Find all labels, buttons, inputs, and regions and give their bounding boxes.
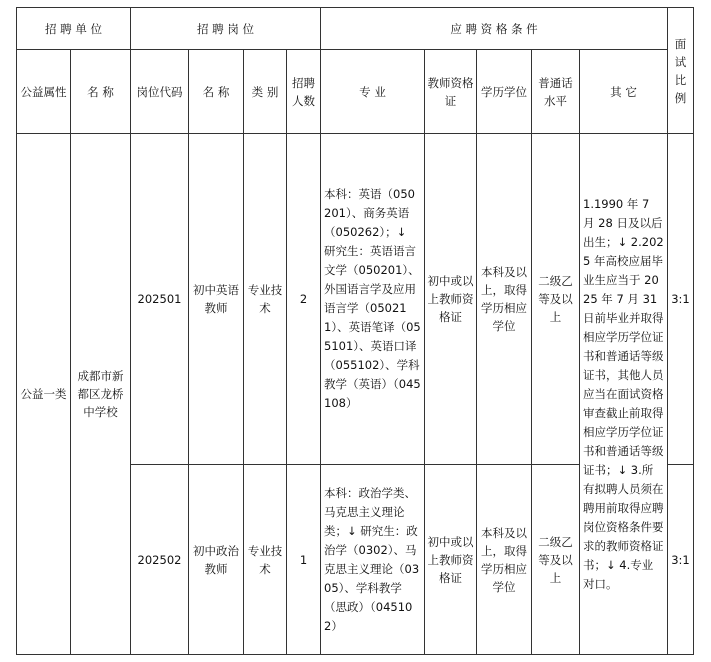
position-education: 本科及以上，取得学历相应学位	[477, 465, 532, 655]
header-mandarin: 普通话水平	[532, 50, 580, 134]
header-row-1	[17, 8, 694, 50]
position-ratio: 3:1	[668, 134, 694, 465]
position-category: 专业技术	[244, 134, 287, 465]
position-teacher-cert: 初中或以上教师资格证	[425, 134, 477, 465]
position-mandarin: 二级乙等及以上	[532, 465, 580, 655]
recruitment-table	[16, 7, 694, 655]
position-ratio: 3:1	[668, 465, 694, 655]
position-code: 202501	[131, 134, 189, 465]
unit-name: 成都市新都区龙桥中学校	[71, 134, 131, 655]
header-other: 其 它	[580, 50, 668, 134]
header-interview-ratio: 面试比例	[668, 8, 694, 134]
header-position-code: 岗位代码	[131, 50, 189, 134]
position-name: 初中政治教师	[189, 465, 244, 655]
unit-public-attr: 公益一类	[17, 134, 71, 655]
header-major: 专 业	[321, 50, 425, 134]
other-requirements: 1.1990 年 7 月 28 日及以后出生；↓ 2.2025 年高校应届毕业生应当于 2025 年 7 月 31 日前毕业并取得相应学历学位证书和普通话等级证书，其他人员应当在面试资格审查截止前取得相应学历学位证书和普通话等级证书；↓ 3.所有拟聘人员须在聘用前取得应聘岗位资格条件要求的教师资格证书；↓ 4.专业对口。	[580, 134, 668, 655]
position-education: 本科及以上，取得学历相应学位	[477, 134, 532, 465]
position-code: 202502	[131, 465, 189, 655]
header-row-2	[17, 50, 694, 134]
position-teacher-cert: 初中或以上教师资格证	[425, 465, 477, 655]
header-teacher-cert: 教师资格证	[425, 50, 477, 134]
position-count: 1	[287, 465, 321, 655]
header-category: 类 别	[244, 50, 287, 134]
header-position-group: 招 聘 岗 位	[131, 8, 321, 50]
header-unit-group: 招 聘 单 位	[17, 8, 131, 50]
header-public-attr: 公益属性	[17, 50, 71, 134]
header-education: 学历学位	[477, 50, 532, 134]
position-category: 专业技术	[244, 465, 287, 655]
position-major: 本科：英语（050201）、商务英语（050262）；↓ 研究生：英语语言文学（050201）、外国语言学及应用语言学（050211）、英语笔译（055101）、英语口译（055102）、学科教学（英语）（045108）	[321, 134, 425, 465]
position-name: 初中英语教师	[189, 134, 244, 465]
position-major: 本科：政治学类、马克思主义理论类；↓ 研究生：政治学（0302）、马克思主义理论（0305）、学科教学（思政）（045102）	[321, 465, 425, 655]
table-row	[17, 134, 694, 465]
header-position-name: 名 称	[189, 50, 244, 134]
header-qualification-group: 应 聘 资 格 条 件	[321, 8, 668, 50]
recruitment-table-container	[16, 7, 694, 655]
position-mandarin: 二级乙等及以上	[532, 134, 580, 465]
header-unit-name: 名 称	[71, 50, 131, 134]
position-count: 2	[287, 134, 321, 465]
header-count: 招聘人数	[287, 50, 321, 134]
